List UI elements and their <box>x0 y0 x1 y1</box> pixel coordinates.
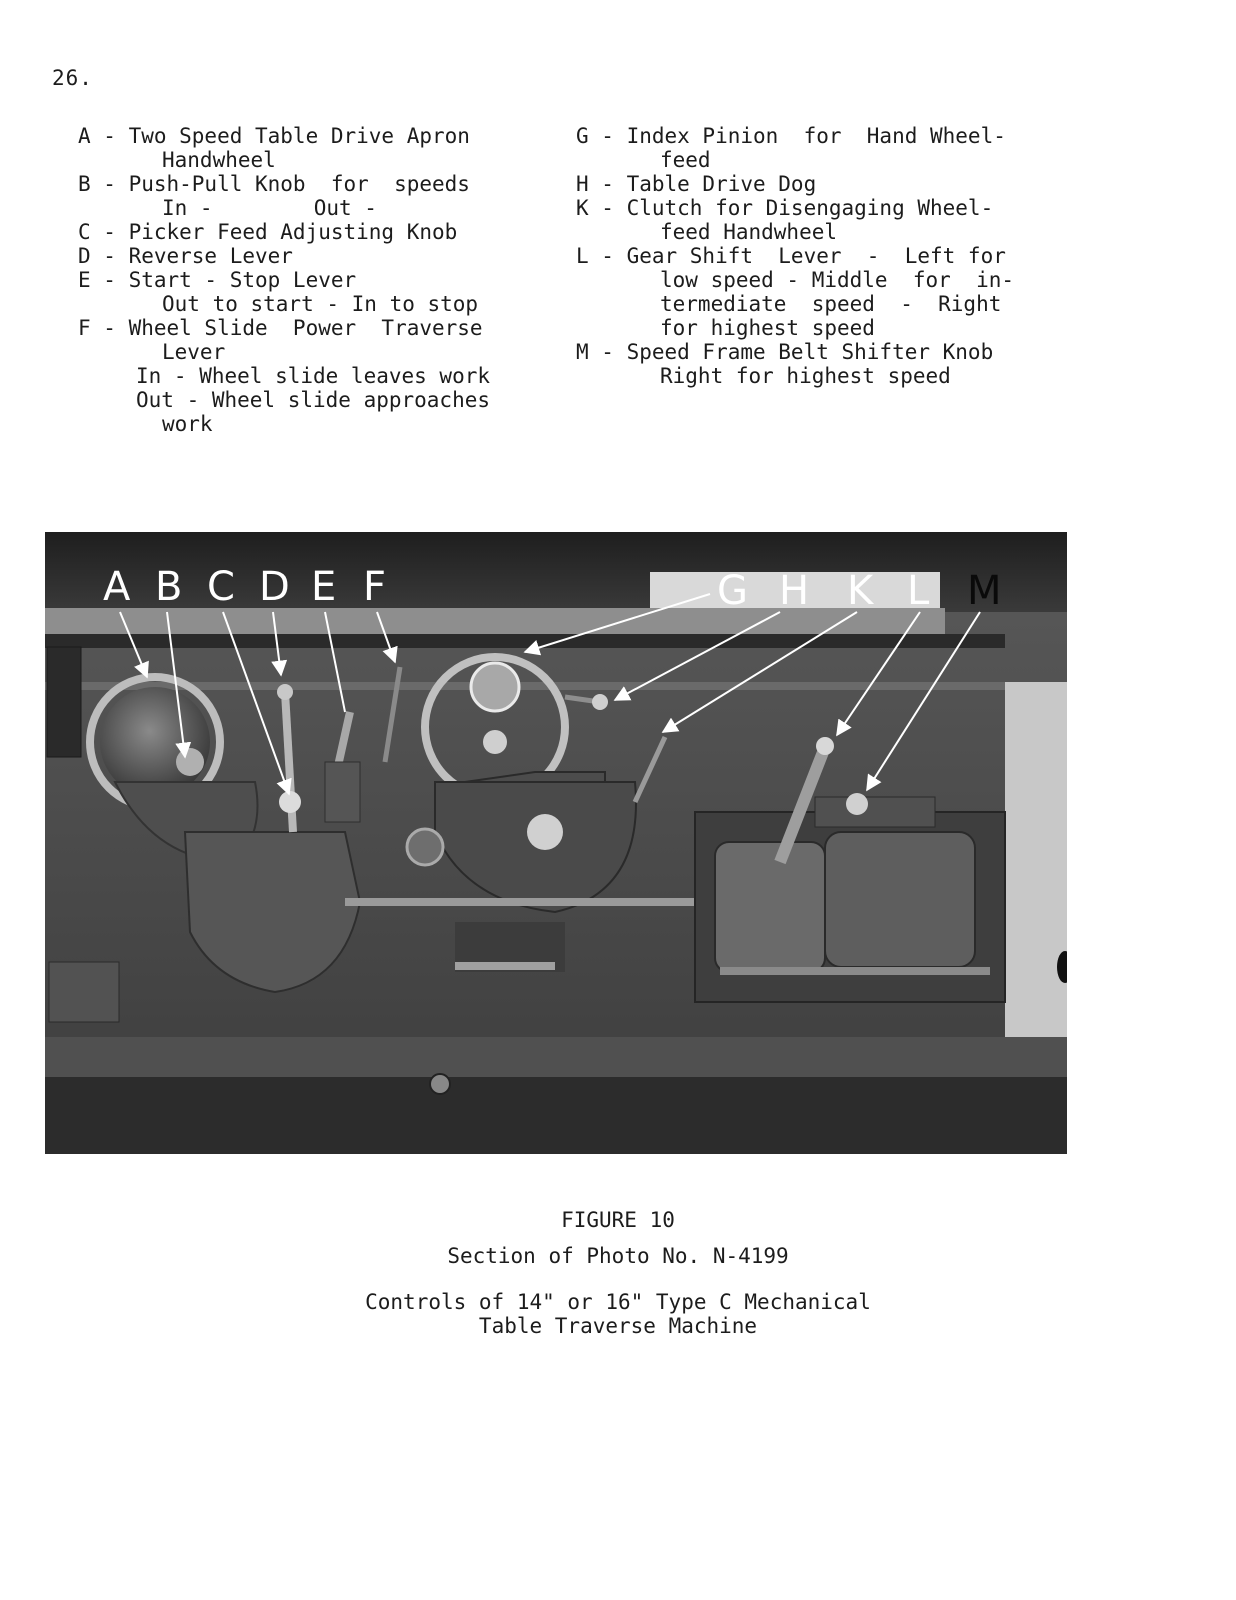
machine-photo <box>45 532 1067 1154</box>
legend-line: termediate speed - Right <box>660 292 1002 316</box>
legend-entry <box>576 196 1056 244</box>
photo-reference: Section of Photo No. N-4199 <box>447 1244 789 1268</box>
legend-line: feed <box>660 148 711 172</box>
legend-entry <box>576 172 1056 196</box>
caption-line: Table Traverse Machine <box>478 1314 758 1338</box>
legend-entry <box>78 172 528 220</box>
legend-line: feed Handwheel <box>660 220 838 244</box>
legend-line: G - Index Pinion for Hand Wheel- <box>576 124 1006 148</box>
legend-line: Out to start - In to stop <box>162 292 479 316</box>
legend-line: E - Start - Stop Lever <box>78 268 357 292</box>
legend-line: F - Wheel Slide Power Traverse <box>78 316 483 340</box>
legend-line: Lever <box>162 340 226 364</box>
legend-line: L - Gear Shift Lever - Left for <box>576 244 1006 268</box>
callout-b: B <box>155 564 183 610</box>
legend-line: H - Table Drive Dog <box>576 172 817 196</box>
legend-line: Right for highest speed <box>660 364 951 388</box>
legend-line: In - Out - <box>162 196 377 220</box>
page-number: 26. <box>52 66 93 90</box>
callout-d: D <box>259 564 290 610</box>
legend-entry <box>576 244 1056 340</box>
legend-entry <box>78 268 528 316</box>
callout-e: E <box>311 564 337 610</box>
figure-caption <box>0 1290 1236 1338</box>
figure-title: FIGURE 10 <box>561 1208 675 1232</box>
legend-entry <box>78 220 528 244</box>
callout-f: F <box>363 564 387 610</box>
legend-entry <box>78 124 528 172</box>
legend-line: C - Picker Feed Adjusting Knob <box>78 220 458 244</box>
legend-line: Out - Wheel slide approaches <box>136 388 491 412</box>
legend-entry <box>576 340 1056 388</box>
legend-line: low speed - Middle for in- <box>660 268 1015 292</box>
legend-line: D - Reverse Lever <box>78 244 293 268</box>
legend-entry <box>78 316 528 436</box>
callout-l: L <box>907 568 930 614</box>
legend-line: work <box>162 412 213 436</box>
legend-entry <box>576 124 1056 172</box>
callout-k: K <box>847 568 874 614</box>
legend-line: M - Speed Frame Belt Shifter Knob <box>576 340 994 364</box>
legend-line: B - Push-Pull Knob for speeds <box>78 172 470 196</box>
legend-line: for highest speed <box>660 316 875 340</box>
legend-line: In - Wheel slide leaves work <box>136 364 491 388</box>
legend-left-column <box>78 124 528 436</box>
callout-c: C <box>207 564 235 610</box>
legend-entry <box>78 244 528 268</box>
caption-line: Controls of 14" or 16" Type C Mechanical <box>365 1290 871 1314</box>
callout-g: G <box>717 568 748 614</box>
legend-right-column <box>576 124 1056 388</box>
callout-a: A <box>103 564 131 610</box>
callout-m: M <box>967 568 1002 614</box>
legend-line: A - Two Speed Table Drive Apron <box>78 124 470 148</box>
legend-line: K - Clutch for Disengaging Wheel- <box>576 196 994 220</box>
callout-h: H <box>779 568 810 614</box>
legend-line: Handwheel <box>162 148 276 172</box>
